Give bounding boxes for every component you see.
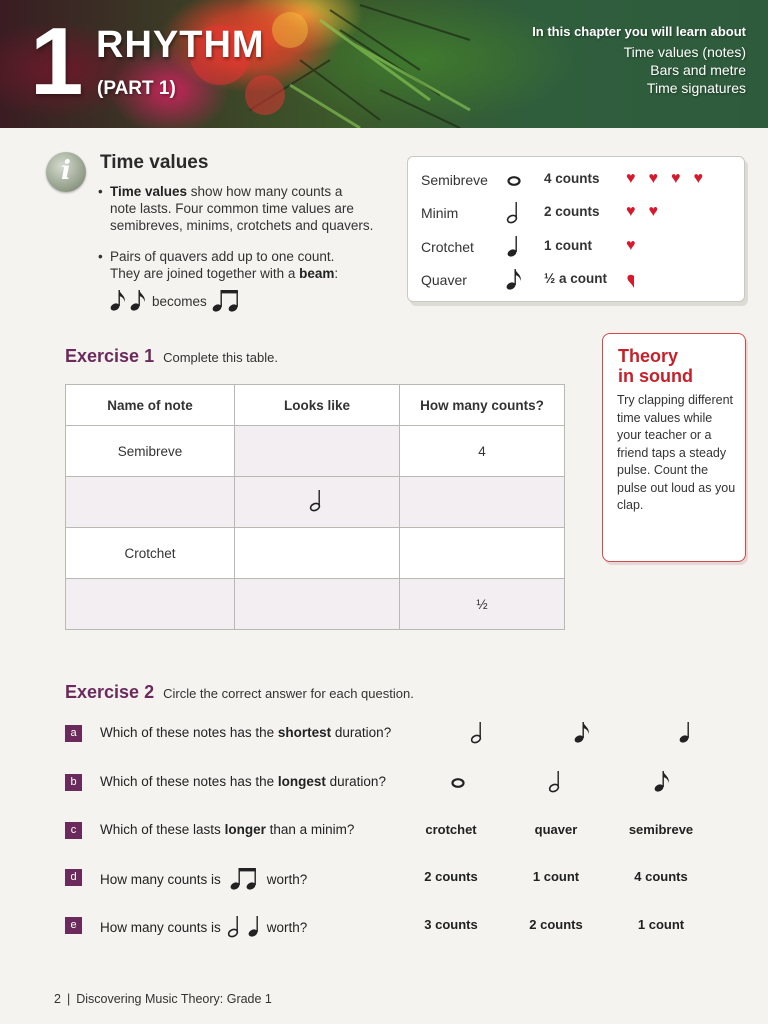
value-row-minim bbox=[408, 198, 744, 228]
column-header: How many counts? bbox=[399, 385, 564, 426]
bullet-dot: • bbox=[98, 249, 103, 264]
option-minim-icon[interactable] bbox=[511, 769, 601, 797]
beamed-quavers-icon bbox=[227, 866, 261, 892]
exercise-label: Exercise 1 bbox=[65, 346, 155, 366]
question-d bbox=[65, 866, 745, 892]
question-emphasis: longer bbox=[224, 822, 266, 837]
question-text bbox=[100, 725, 391, 740]
question-text-part: worth? bbox=[266, 871, 308, 887]
value-row-quaver bbox=[408, 265, 744, 295]
learning-item: Bars and metre bbox=[650, 62, 746, 78]
answer-option[interactable]: 2 counts bbox=[529, 917, 583, 932]
learning-item: Time values (notes) bbox=[623, 44, 746, 60]
answer-option[interactable]: 2 counts bbox=[424, 869, 478, 884]
answer-cell[interactable] bbox=[235, 528, 400, 579]
answer-option[interactable]: 4 counts bbox=[634, 869, 688, 884]
bullet-text: Pairs of quavers add up to one count. bbox=[110, 249, 335, 264]
page-number: 2 bbox=[54, 992, 61, 1006]
theory-in-sound-text: Try clapping different time values while your teacher or a friend taps a steady pulse. Count the pulse out loud as you clap. bbox=[617, 393, 736, 512]
option-crotchet-icon[interactable] bbox=[641, 720, 731, 748]
column-header: Looks like bbox=[235, 385, 400, 426]
info-icon bbox=[46, 152, 86, 192]
answer-option[interactable]: 1 count bbox=[532, 869, 580, 884]
value-name: Crotchet bbox=[421, 239, 474, 255]
bullet-text: semibreves, minims, crotchets and quavers. bbox=[110, 218, 374, 233]
question-text-part: Which of these lasts bbox=[100, 822, 221, 837]
becomes-text: becomes bbox=[152, 293, 207, 309]
answer-option[interactable]: quaver bbox=[534, 822, 578, 837]
answer-cell[interactable] bbox=[235, 579, 400, 630]
table-header-row bbox=[66, 385, 565, 426]
chapter-header bbox=[0, 0, 768, 128]
question-c bbox=[65, 819, 745, 845]
title-line: Theory bbox=[618, 346, 679, 366]
value-row-semibreve bbox=[408, 165, 744, 195]
value-count: ½ a count bbox=[544, 271, 608, 286]
column-header: Name of note bbox=[66, 385, 235, 426]
bullet-text: show how many counts a bbox=[187, 184, 343, 199]
learning-lead: In this chapter you will learn about bbox=[532, 24, 746, 39]
question-text-part: than a minim? bbox=[269, 822, 355, 837]
value-count: 1 count bbox=[544, 238, 593, 253]
question-text bbox=[100, 866, 307, 892]
value-name: Minim bbox=[421, 205, 459, 221]
learning-item: Time signatures bbox=[646, 80, 746, 96]
theory-in-sound-title bbox=[618, 346, 738, 386]
question-text-part: duration? bbox=[334, 725, 392, 740]
exercise-1-heading bbox=[65, 346, 278, 367]
answer-option[interactable]: 3 counts bbox=[424, 917, 478, 932]
question-letter: d bbox=[65, 869, 82, 886]
exercise-label: Exercise 2 bbox=[65, 682, 155, 702]
learning-objectives bbox=[532, 24, 746, 97]
question-emphasis: longest bbox=[277, 774, 326, 789]
table-cell-symbol bbox=[235, 477, 400, 528]
bullet-dot: • bbox=[98, 184, 103, 199]
question-emphasis: shortest bbox=[277, 725, 332, 740]
answer-cell[interactable] bbox=[399, 528, 564, 579]
option-quaver-icon[interactable] bbox=[617, 769, 707, 797]
bullet-bold-term: beam bbox=[299, 266, 335, 281]
book-title: Discovering Music Theory: Grade 1 bbox=[76, 992, 272, 1006]
half-heart-icon bbox=[626, 273, 636, 289]
question-e bbox=[65, 914, 745, 940]
value-count: 4 counts bbox=[544, 171, 600, 186]
option-semibreve-icon[interactable] bbox=[413, 769, 503, 797]
question-text-part: duration? bbox=[329, 774, 386, 789]
heart-icon: ♥♥♥♥ bbox=[626, 170, 716, 187]
semibreve-icon bbox=[504, 167, 532, 193]
question-text-part: How many counts is bbox=[100, 919, 221, 935]
time-values-table bbox=[407, 156, 745, 302]
value-count: 2 counts bbox=[544, 204, 600, 219]
bullet-text: They are joined together with a bbox=[110, 266, 300, 281]
chapter-title: RHYTHM bbox=[96, 24, 265, 66]
value-name: Semibreve bbox=[421, 172, 488, 188]
question-letter: c bbox=[65, 822, 82, 839]
question-a bbox=[65, 722, 745, 748]
table-cell: Crotchet bbox=[66, 528, 235, 579]
footer-separator: | bbox=[66, 992, 71, 1006]
heart-icon: ♥ bbox=[626, 237, 649, 254]
question-letter: a bbox=[65, 725, 82, 742]
heart-icon: ♥♥ bbox=[626, 203, 671, 220]
crotchet-icon bbox=[504, 234, 532, 260]
chapter-number: 1 bbox=[30, 8, 84, 115]
table-row bbox=[66, 477, 565, 528]
theory-in-sound-box bbox=[602, 333, 746, 562]
question-text-part: Which of these notes has the bbox=[100, 774, 275, 789]
question-text-part: Which of these notes has the bbox=[100, 725, 275, 740]
quaver-icon bbox=[108, 288, 128, 314]
table-cell: 4 bbox=[399, 426, 564, 477]
question-text-part: How many counts is bbox=[100, 871, 221, 887]
exercise-2-heading bbox=[65, 682, 414, 703]
exercise-instruction: Circle the correct answer for each question. bbox=[163, 686, 414, 701]
table-row bbox=[66, 528, 565, 579]
question-letter: e bbox=[65, 917, 82, 934]
value-row-crotchet bbox=[408, 232, 744, 262]
beam-example bbox=[108, 288, 241, 314]
question-text bbox=[100, 774, 386, 789]
beamed-quavers-icon bbox=[211, 288, 241, 314]
page-footer bbox=[54, 992, 272, 1006]
question-letter: b bbox=[65, 774, 82, 791]
answer-option[interactable]: crotchet bbox=[425, 822, 477, 837]
chapter-subtitle: (PART 1) bbox=[97, 78, 176, 99]
bullet-time-values bbox=[98, 183, 408, 234]
bullet-text: note lasts. Four common time values are bbox=[110, 201, 354, 216]
minim-icon bbox=[225, 914, 243, 940]
minim-icon bbox=[504, 200, 532, 226]
exercise-1-table bbox=[65, 384, 565, 630]
answer-cell[interactable] bbox=[66, 477, 235, 528]
minim-icon bbox=[307, 488, 327, 514]
question-text bbox=[100, 822, 354, 837]
answer-option[interactable]: semibreve bbox=[628, 822, 694, 837]
answer-cell[interactable] bbox=[66, 579, 235, 630]
question-text-part: worth? bbox=[266, 919, 308, 935]
title-line: in sound bbox=[618, 366, 693, 386]
value-name: Quaver bbox=[421, 272, 467, 288]
answer-cell[interactable] bbox=[235, 426, 400, 477]
quaver-icon bbox=[128, 288, 148, 314]
section-title: Time values bbox=[100, 152, 209, 173]
answer-cell[interactable] bbox=[399, 477, 564, 528]
table-cell: ½ bbox=[399, 579, 564, 630]
table-row bbox=[66, 426, 565, 477]
bullet-text: : bbox=[334, 266, 339, 281]
table-row bbox=[66, 579, 565, 630]
option-quaver-icon[interactable] bbox=[537, 720, 627, 748]
quaver-icon bbox=[504, 267, 532, 293]
exercise-instruction: Complete this table. bbox=[163, 350, 278, 365]
table-cell: Semibreve bbox=[66, 426, 235, 477]
question-b bbox=[65, 771, 745, 797]
crotchet-icon bbox=[245, 914, 263, 940]
info-icon-glyph: i bbox=[61, 156, 71, 186]
answer-option[interactable]: 1 count bbox=[637, 917, 685, 932]
option-minim-icon[interactable] bbox=[433, 720, 523, 748]
bullet-bold-term: Time values bbox=[110, 184, 188, 199]
bullet-quavers bbox=[98, 248, 408, 282]
question-text bbox=[100, 914, 307, 940]
